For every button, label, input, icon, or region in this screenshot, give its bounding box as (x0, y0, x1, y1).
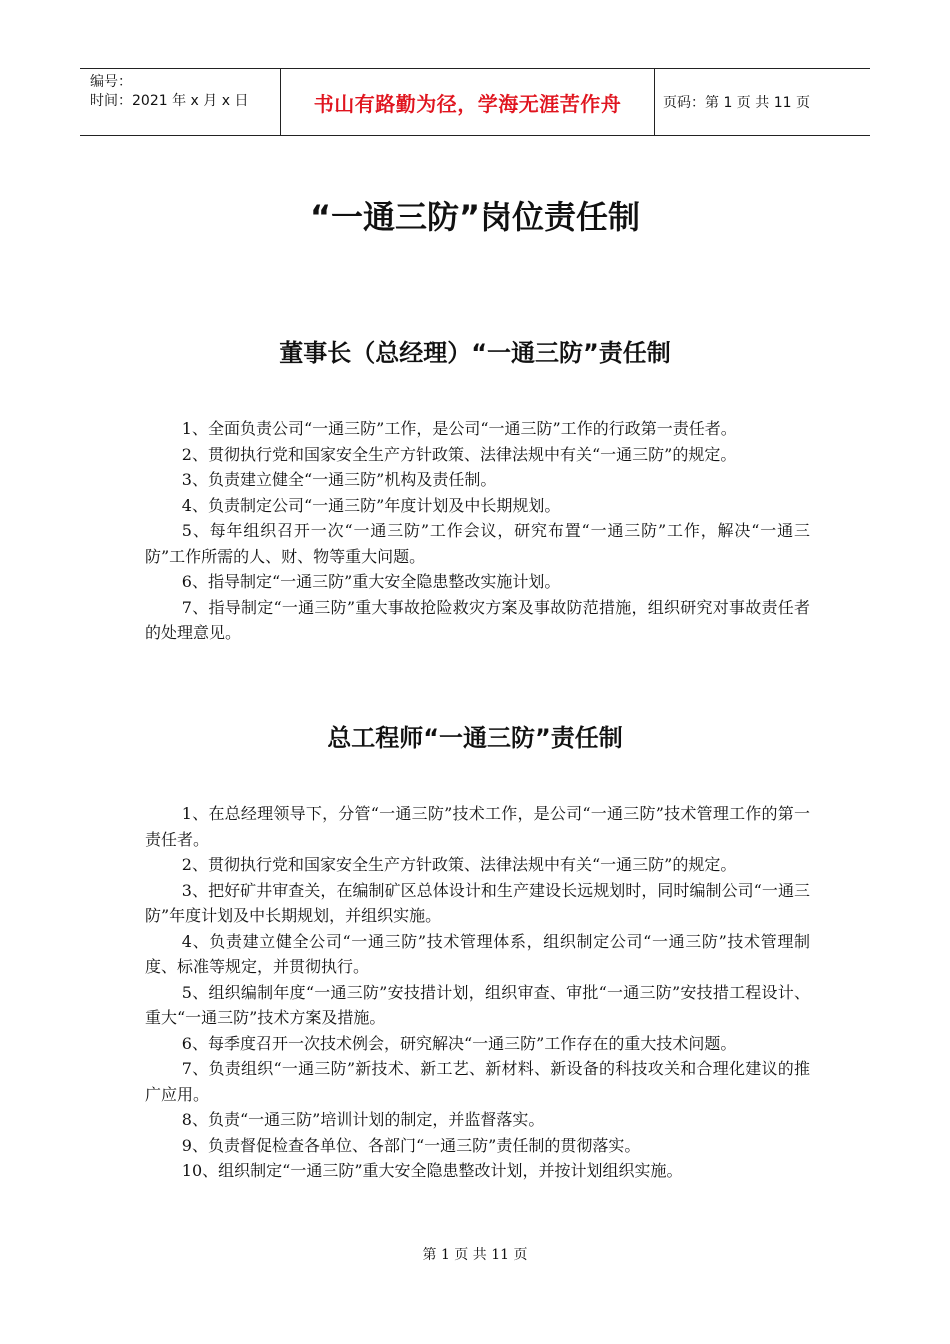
section-title-chief-engineer: 总工程师“一通三防”责任制 (327, 724, 623, 752)
page-header (80, 68, 870, 136)
duty-item: 6、每季度召开一次技术例会，研究解决“一通三防”工作存在的重大技术问题。 (181, 1033, 737, 1053)
duty-item: 2、贯彻执行党和国家安全生产方针政策、法律法规中有关“一通三防”的规定。 (181, 855, 737, 874)
header-motto-cell (280, 69, 655, 135)
document-title: “一通三防”岗位责任制 (309, 198, 641, 236)
duty-item: 2、贯彻执行党和国家安全生产方针政策、法律法规中有关“一通三防”的规定。 (181, 444, 737, 464)
duty-item: 8、负责“一通三防”培训计划的制定，并监督落实。 (181, 1110, 545, 1129)
section-body-chairman (145, 416, 810, 646)
header-meta (80, 69, 280, 135)
duty-item: 3、负责建立健全“一通三防”机构及责任制。 (181, 470, 497, 489)
duty-item: 4、负责制定公司“一通三防”年度计划及中长期规划。 (181, 495, 561, 515)
duty-item: 7、负责组织“一通三防”新技术、新工艺、新材料、新设备的科技攻关和合理化建议的推广应用。 (145, 1059, 810, 1104)
duty-item: 5、每年组织召开一次“一通三防”工作会议，研究布置“一通三防”工作，解决“一通三防”工作所需的人、财、物等重大问题。 (145, 521, 810, 566)
document-number-label: 编号： (90, 74, 132, 90)
document-time: 时间：2021 年 x 月 x 日 (90, 93, 249, 109)
duty-item: 10、组织制定“一通三防”重大安全隐患整改计划，并按计划组织实施。 (181, 1161, 683, 1180)
duty-item: 7、指导制定“一通三防”重大事故抢险救灾方案及事故防范措施，组织研究对事故责任者的处理意见。 (145, 597, 810, 642)
page-footer: 第 1 页 共 11 页 (422, 1247, 528, 1263)
duty-item: 9、负责督促检查各单位、各部门“一通三防”责任制的贯彻落实。 (181, 1135, 641, 1155)
duty-item: 1、全面负责公司“一通三防”工作，是公司“一通三防”工作的行政第一责任者。 (181, 419, 737, 438)
duty-item: 5、组织编制年度“一通三防”安技措计划，组织审查、审批“一通三防”安技措工程设计、重大“一通三防”技术方案及措施。 (145, 982, 810, 1027)
header-page-info: 页码：第 1 页 共 11 页 (663, 95, 810, 111)
header-motto: 书山有路勤为径，学海无涯苦作舟 (313, 91, 622, 116)
section-title-chairman: 董事长（总经理）“一通三防”责任制 (279, 339, 671, 367)
duty-item: 6、指导制定“一通三防”重大安全隐患整改实施计划。 (181, 572, 561, 591)
duty-item: 4、负责建立健全公司“一通三防”技术管理体系，组织制定公司“一通三防”技术管理制度、标准等规定，并贯彻执行。 (145, 931, 810, 976)
duty-item: 1、在总经理领导下，分管“一通三防”技术工作，是公司“一通三防”技术管理工作的第一责任者。 (145, 804, 810, 849)
duty-item: 3、把好矿井审查关，在编制矿区总体设计和生产建设长远规划时，同时编制公司“一通三防”年度计划及中长期规划，并组织实施。 (145, 880, 810, 925)
section-body-chief-engineer (145, 801, 810, 1184)
